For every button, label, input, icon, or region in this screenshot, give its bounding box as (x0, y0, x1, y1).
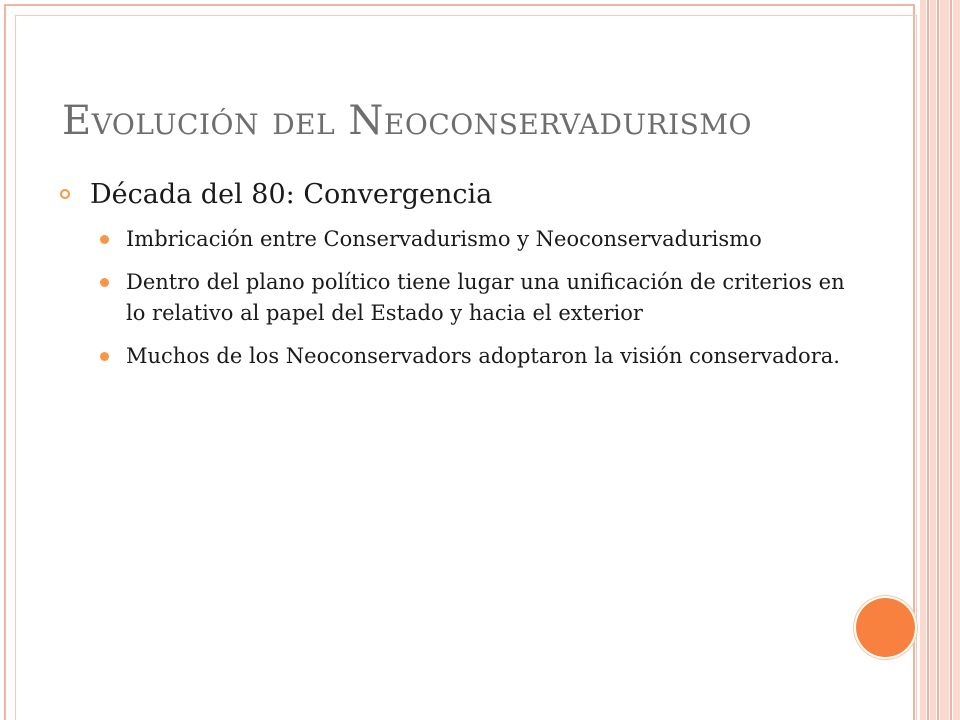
title-word-neoconservadurismo: EOCONSERVADURISMO (383, 108, 752, 141)
dot-bullet-icon (100, 235, 109, 244)
list-item-text: Muchos de los Neoconservadors adoptaron la visión conservadora. (126, 344, 840, 368)
stripe (930, 0, 936, 720)
title-word-del: DEL (272, 108, 336, 141)
stripe (920, 0, 926, 720)
orange-circle-decoration (856, 598, 915, 657)
slide-title (62, 98, 862, 144)
stripe (937, 0, 939, 720)
heading-text: Década del 80: Convergencia (90, 179, 493, 210)
ring-bullet-icon (60, 189, 70, 199)
list-item-text: Imbricación entre Conservadurismo y Neoconservadurismo (126, 227, 762, 251)
dot-bullet-icon (100, 278, 109, 287)
bullet-list (100, 224, 860, 384)
title-initial-e: E (62, 98, 92, 144)
stripe (953, 0, 960, 720)
title-word-evolucion: VOLUCIÓN (91, 108, 259, 141)
title-initial-n: N (348, 98, 384, 144)
list-item-text: Dentro del plano político tiene lugar una unificación de criterios en lo relativo al papel del Estado y hacia el exterior (126, 270, 845, 325)
list-item (100, 341, 860, 372)
stripe (950, 0, 952, 720)
stripe (927, 0, 929, 720)
right-stripes (920, 0, 960, 720)
dot-bullet-icon (100, 352, 109, 361)
list-item (100, 224, 860, 255)
stripe (940, 0, 949, 720)
list-item (100, 267, 860, 329)
